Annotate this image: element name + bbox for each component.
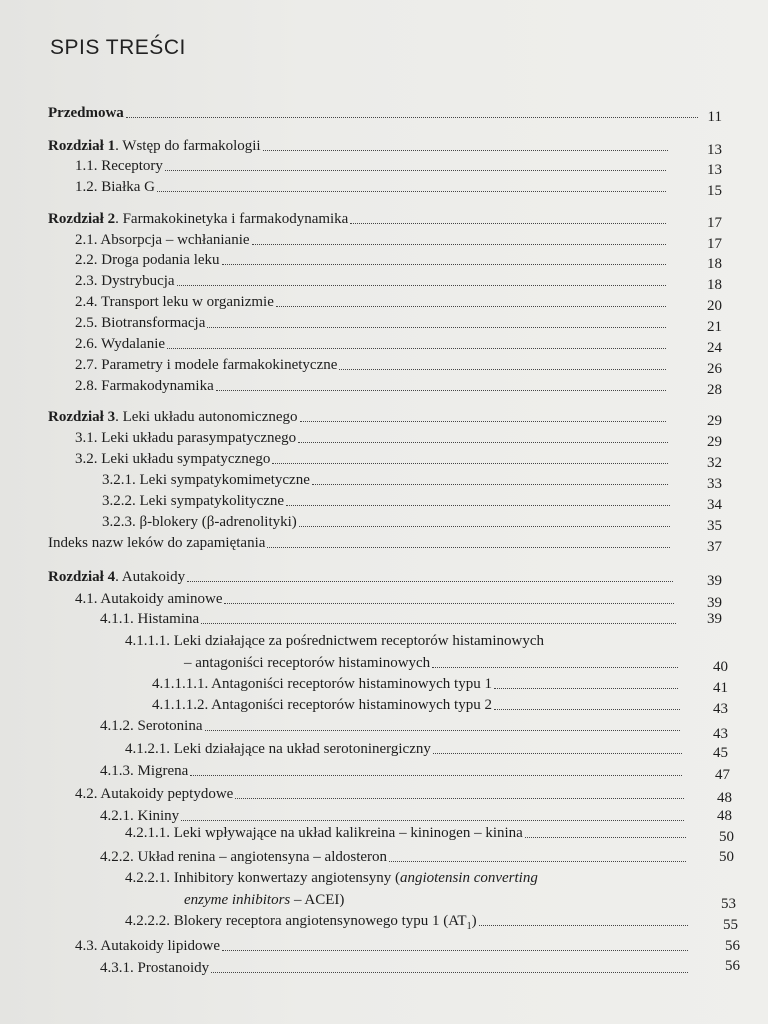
page-number: 48 xyxy=(717,790,732,806)
page-number: 48 xyxy=(717,808,732,824)
toc-entry-label xyxy=(48,532,265,554)
toc-row xyxy=(0,652,768,674)
toc-row xyxy=(0,935,768,957)
toc-row xyxy=(0,291,768,313)
toc-entry xyxy=(102,469,670,491)
page-number: 28 xyxy=(707,382,722,398)
toc-entry xyxy=(75,427,670,449)
dot-leader xyxy=(207,312,666,328)
dot-leader xyxy=(205,715,681,731)
toc-entry-text: 2.7. Parametry i modele farmakokinetyczne xyxy=(75,357,338,373)
toc-entry-text: 4.2.2. Układ renina – angiotensyna – aldosteron xyxy=(100,849,388,865)
toc-entry-text: 4.2.2.1. Inhibitory konwertazy angiotensyny ( xyxy=(125,870,400,886)
toc-entry xyxy=(48,135,670,157)
dot-leader xyxy=(494,673,678,689)
page-number: 18 xyxy=(707,277,722,293)
page-number: 20 xyxy=(707,298,722,314)
toc-entry-text: 3.2.2. Leki sympatykolityczne xyxy=(102,493,285,509)
dot-leader xyxy=(167,333,666,349)
dot-leader xyxy=(165,155,666,171)
page-number: 29 xyxy=(707,413,722,429)
toc-entry-text: 3.1. Leki układu parasympatycznego xyxy=(75,430,297,446)
page-number: 40 xyxy=(713,659,728,675)
toc-entry xyxy=(102,490,672,512)
page-number: 37 xyxy=(707,539,722,555)
dot-leader xyxy=(216,375,666,391)
toc-entry-label xyxy=(48,566,185,588)
toc-entry-text: 4.1. Autakoidy aminowe xyxy=(75,591,223,607)
toc-entry-label xyxy=(48,406,298,428)
page-number: 17 xyxy=(707,236,722,252)
dot-leader xyxy=(235,783,684,799)
toc-entry xyxy=(75,249,668,271)
dot-leader xyxy=(190,760,682,776)
toc-row xyxy=(0,102,768,124)
toc-entry-text: 2.6. Wydalanie xyxy=(75,336,166,352)
toc-row xyxy=(0,738,768,760)
toc-entry-label xyxy=(75,291,274,313)
toc-entry-label xyxy=(48,135,261,157)
dot-leader xyxy=(350,208,666,224)
dot-leader xyxy=(494,694,680,710)
toc-entry-label xyxy=(125,867,538,889)
toc-entry xyxy=(75,155,668,177)
toc-row xyxy=(0,957,768,979)
toc-entry-text: 4.1.2.1. Leki działające na układ serotoninergiczny xyxy=(125,741,431,757)
toc-entry-label xyxy=(75,427,296,449)
toc-entry xyxy=(125,630,544,652)
toc-entry-text: 1.1. Receptory xyxy=(75,158,163,174)
page-number: 35 xyxy=(707,518,722,534)
toc-entry xyxy=(48,102,700,124)
toc-entry xyxy=(75,448,670,470)
toc-entry xyxy=(102,511,672,533)
toc-entry xyxy=(100,846,688,868)
toc-entry xyxy=(75,588,676,610)
toc-entry-text: 2.8. Farmakodynamika xyxy=(75,378,214,394)
page-number: 24 xyxy=(707,340,722,356)
toc-row xyxy=(0,135,768,157)
page-number: 41 xyxy=(713,680,728,696)
toc-entry-label xyxy=(75,229,250,251)
dot-leader xyxy=(252,229,666,245)
dot-leader xyxy=(433,738,682,754)
dot-leader xyxy=(286,490,670,506)
toc-entry-label xyxy=(75,270,175,292)
toc-entry-text: 4.2. Autakoidy peptydowe xyxy=(75,786,234,802)
toc-row xyxy=(0,312,768,334)
toc-entry-text: 4.3.1. Prostanoidy xyxy=(100,960,210,976)
toc-row xyxy=(0,469,768,491)
toc-entry-text: 2.1. Absorpcja – wchłanianie xyxy=(75,232,250,248)
page-number: 15 xyxy=(707,183,722,199)
toc-entry xyxy=(125,910,690,932)
toc-entry-label xyxy=(125,822,523,844)
toc-row xyxy=(0,822,768,844)
toc-row xyxy=(0,867,768,889)
page-number: 13 xyxy=(707,142,722,158)
toc-entry xyxy=(48,566,675,588)
toc-entry-label xyxy=(152,694,492,716)
toc-entry xyxy=(75,375,668,397)
toc-entry-text: . Autakoidy xyxy=(115,569,186,585)
toc-entry-label xyxy=(75,249,220,271)
page-number: 13 xyxy=(707,162,722,178)
toc-entry-label xyxy=(75,333,165,355)
toc-entry-label xyxy=(48,102,124,124)
toc-entry xyxy=(184,889,344,911)
toc-entry xyxy=(100,608,678,630)
toc-entry-text: 2.4. Transport leku w organizmie xyxy=(75,294,274,310)
page-number: 11 xyxy=(707,109,722,125)
toc-entry-text: 4.1.1.1.1. Antagoniści receptorów histaminowych typu 1 xyxy=(152,676,492,692)
toc-row xyxy=(0,229,768,251)
toc-entry-label xyxy=(100,608,199,630)
toc-row xyxy=(0,715,768,742)
chapter-label: Rozdział 1 xyxy=(48,138,116,154)
dot-leader xyxy=(181,805,684,821)
toc-row xyxy=(0,760,768,782)
page-title: SPIS TREŚCI xyxy=(50,36,186,59)
toc-entry-text: 3.2.3. β-blokery (β-adrenolityki) xyxy=(102,514,297,530)
chapter-label: Przedmowa xyxy=(48,105,124,121)
toc-entry xyxy=(125,867,538,889)
page-number: 50 xyxy=(719,849,734,865)
toc-entry-text: 4.2.1. Kininy xyxy=(100,808,180,824)
toc-row xyxy=(0,608,768,630)
toc-entry xyxy=(184,652,680,674)
dot-leader xyxy=(157,176,666,192)
dot-leader xyxy=(389,846,686,862)
toc-entry-label xyxy=(125,738,431,760)
dot-leader xyxy=(187,566,673,582)
dot-leader xyxy=(201,608,676,624)
toc-row xyxy=(0,406,768,428)
toc-row xyxy=(0,490,768,512)
toc-entry xyxy=(125,822,688,844)
toc-entry-subscript: 1 xyxy=(466,921,472,932)
toc-entry-italic: enzyme inhibitors xyxy=(184,892,291,908)
dot-leader xyxy=(339,354,666,370)
toc-entry-label xyxy=(100,846,387,868)
toc-entry-text: 2.3. Dystrybucja xyxy=(75,273,175,289)
toc-entry xyxy=(75,312,668,334)
page-number: 53 xyxy=(721,896,736,912)
dot-leader xyxy=(211,957,688,973)
toc-row xyxy=(0,889,768,911)
chapter-label: Rozdział 4 xyxy=(48,569,116,585)
toc-entry-text: 4.2.1.1. Leki wpływające na układ kalikreina – kininogen – kinina xyxy=(125,825,523,841)
page-number: 45 xyxy=(713,745,728,761)
toc-entry-label xyxy=(184,652,430,674)
toc-entry-text: 4.1.1. Histamina xyxy=(100,611,200,627)
page-number: 43 xyxy=(713,701,728,717)
toc-entry-text: – antagoniści receptorów histaminowych xyxy=(184,655,431,671)
toc-row xyxy=(0,532,768,554)
toc-row xyxy=(0,270,768,292)
toc-entry-text: 3.2.1. Leki sympatykomimetyczne xyxy=(102,472,310,488)
page-number: 18 xyxy=(707,256,722,272)
toc-entry-text: 1.2. Białka G xyxy=(75,179,155,195)
toc-entry-text: 4.2.2.2. Blokery receptora angiotensynowego typu 1 (AT xyxy=(125,913,467,929)
toc-entry-label xyxy=(100,957,209,979)
toc-entry-text: 4.1.1.1. Leki działające za pośrednictwem receptorów histaminowych xyxy=(125,633,545,649)
chapter-label: Rozdział 2 xyxy=(48,211,116,227)
toc-entry xyxy=(100,957,690,979)
toc-entry-text-tail: ) xyxy=(471,913,477,929)
page-number: 34 xyxy=(707,497,722,513)
toc-entry xyxy=(100,715,682,737)
toc-entry xyxy=(75,935,690,957)
toc-entry xyxy=(152,673,680,695)
page-number: 39 xyxy=(707,611,722,627)
toc-entry-label xyxy=(125,910,477,938)
page-number: 55 xyxy=(723,917,738,933)
toc-entry-label xyxy=(75,354,337,376)
toc-entry xyxy=(125,738,684,760)
dot-leader xyxy=(272,448,668,464)
page-number: 26 xyxy=(707,361,722,377)
toc-entry-text: Indeks nazw leków do zapamiętania xyxy=(48,535,266,551)
toc-entry-text: 4.1.1.1.2. Antagoniści receptorów histaminowych typu 2 xyxy=(152,697,492,713)
toc-row xyxy=(0,910,768,932)
toc-row xyxy=(0,511,768,533)
dot-leader xyxy=(267,532,670,548)
toc-entry-label xyxy=(102,469,310,491)
chapter-label: Rozdział 3 xyxy=(48,409,116,425)
toc-entry-label xyxy=(100,760,188,782)
dot-leader xyxy=(263,135,668,151)
dot-leader xyxy=(177,270,666,286)
dot-leader xyxy=(525,822,686,838)
page-number: 29 xyxy=(707,434,722,450)
toc-entry xyxy=(75,229,668,251)
page-number: 32 xyxy=(707,455,722,471)
toc-row xyxy=(0,630,768,652)
toc-row xyxy=(0,588,768,610)
dot-leader xyxy=(432,652,678,668)
toc-entry-label xyxy=(48,208,348,230)
toc-row xyxy=(0,566,768,588)
toc-entry xyxy=(152,694,682,716)
toc-row xyxy=(0,333,768,355)
toc-entry xyxy=(48,208,668,230)
toc-row xyxy=(0,208,768,230)
page-number: 56 xyxy=(725,938,740,954)
toc-entry-label xyxy=(102,511,297,533)
toc-entry xyxy=(75,270,668,292)
toc-row xyxy=(0,783,768,805)
toc-entry-label xyxy=(100,715,203,737)
toc-entry-label xyxy=(125,630,544,652)
toc-row xyxy=(0,694,768,716)
toc-entry xyxy=(75,354,668,376)
toc-entry xyxy=(75,176,668,198)
toc-entry-text: 3.2. Leki układu sympatycznego xyxy=(75,451,271,467)
page-number: 43 xyxy=(713,726,728,742)
toc-row xyxy=(0,375,768,397)
page-number: 47 xyxy=(715,767,730,783)
page-number: 33 xyxy=(707,476,722,492)
toc-entry-label xyxy=(75,155,163,177)
toc-row xyxy=(0,155,768,177)
toc-row xyxy=(0,354,768,376)
toc-entry-label xyxy=(184,889,344,911)
toc-entry-label xyxy=(75,783,233,805)
dot-leader xyxy=(222,249,666,265)
toc-entry-label xyxy=(75,375,214,397)
toc-entry-label xyxy=(75,448,270,470)
dot-leader xyxy=(300,406,666,422)
toc-entry-text: 2.2. Droga podania leku xyxy=(75,252,220,268)
toc-row xyxy=(0,673,768,695)
toc-row xyxy=(0,846,768,868)
toc-entry-label xyxy=(75,176,155,198)
toc-entry xyxy=(75,333,668,355)
toc-entry-label xyxy=(152,673,492,695)
dot-leader xyxy=(479,910,688,926)
toc-entry-label xyxy=(75,588,222,610)
toc-entry-text: 4.1.3. Migrena xyxy=(100,763,189,779)
toc-entry xyxy=(75,783,686,805)
toc-entry-label xyxy=(75,312,205,334)
toc-entry-text: . Wstęp do farmakologii xyxy=(115,138,261,154)
toc-row xyxy=(0,448,768,470)
toc-entry-label xyxy=(102,490,284,512)
toc-row xyxy=(0,427,768,449)
toc-entry-text: 4.1.2. Serotonina xyxy=(100,718,203,734)
toc-entry xyxy=(48,532,672,554)
toc-entry-text: . Leki układu autonomicznego xyxy=(115,409,298,425)
page-number: 39 xyxy=(707,595,722,611)
dot-leader xyxy=(222,935,688,951)
dot-leader xyxy=(126,102,698,118)
dot-leader xyxy=(298,427,668,443)
page-number: 17 xyxy=(707,215,722,231)
toc-row xyxy=(0,176,768,198)
toc-entry xyxy=(75,291,668,313)
toc-entry xyxy=(100,760,684,782)
page-number: 50 xyxy=(719,829,734,845)
dot-leader xyxy=(224,588,674,604)
toc-entry-text: 4.3. Autakoidy lipidowe xyxy=(75,938,220,954)
toc-entry-text: – ACEI) xyxy=(290,892,345,908)
page-number: 39 xyxy=(707,573,722,589)
page-number: 21 xyxy=(707,319,722,335)
dot-leader xyxy=(299,511,670,527)
dot-leader xyxy=(276,291,666,307)
toc-entry-text: . Farmakokinetyka i farmakodynamika xyxy=(115,211,349,227)
toc-row xyxy=(0,249,768,271)
toc-entry-text: 2.5. Biotransformacja xyxy=(75,315,206,331)
toc-entry-label xyxy=(75,935,220,957)
toc-entry xyxy=(48,406,668,428)
toc-entry-italic: angiotensin converting xyxy=(399,870,538,886)
dot-leader xyxy=(312,469,668,485)
page-number: 56 xyxy=(725,958,740,974)
